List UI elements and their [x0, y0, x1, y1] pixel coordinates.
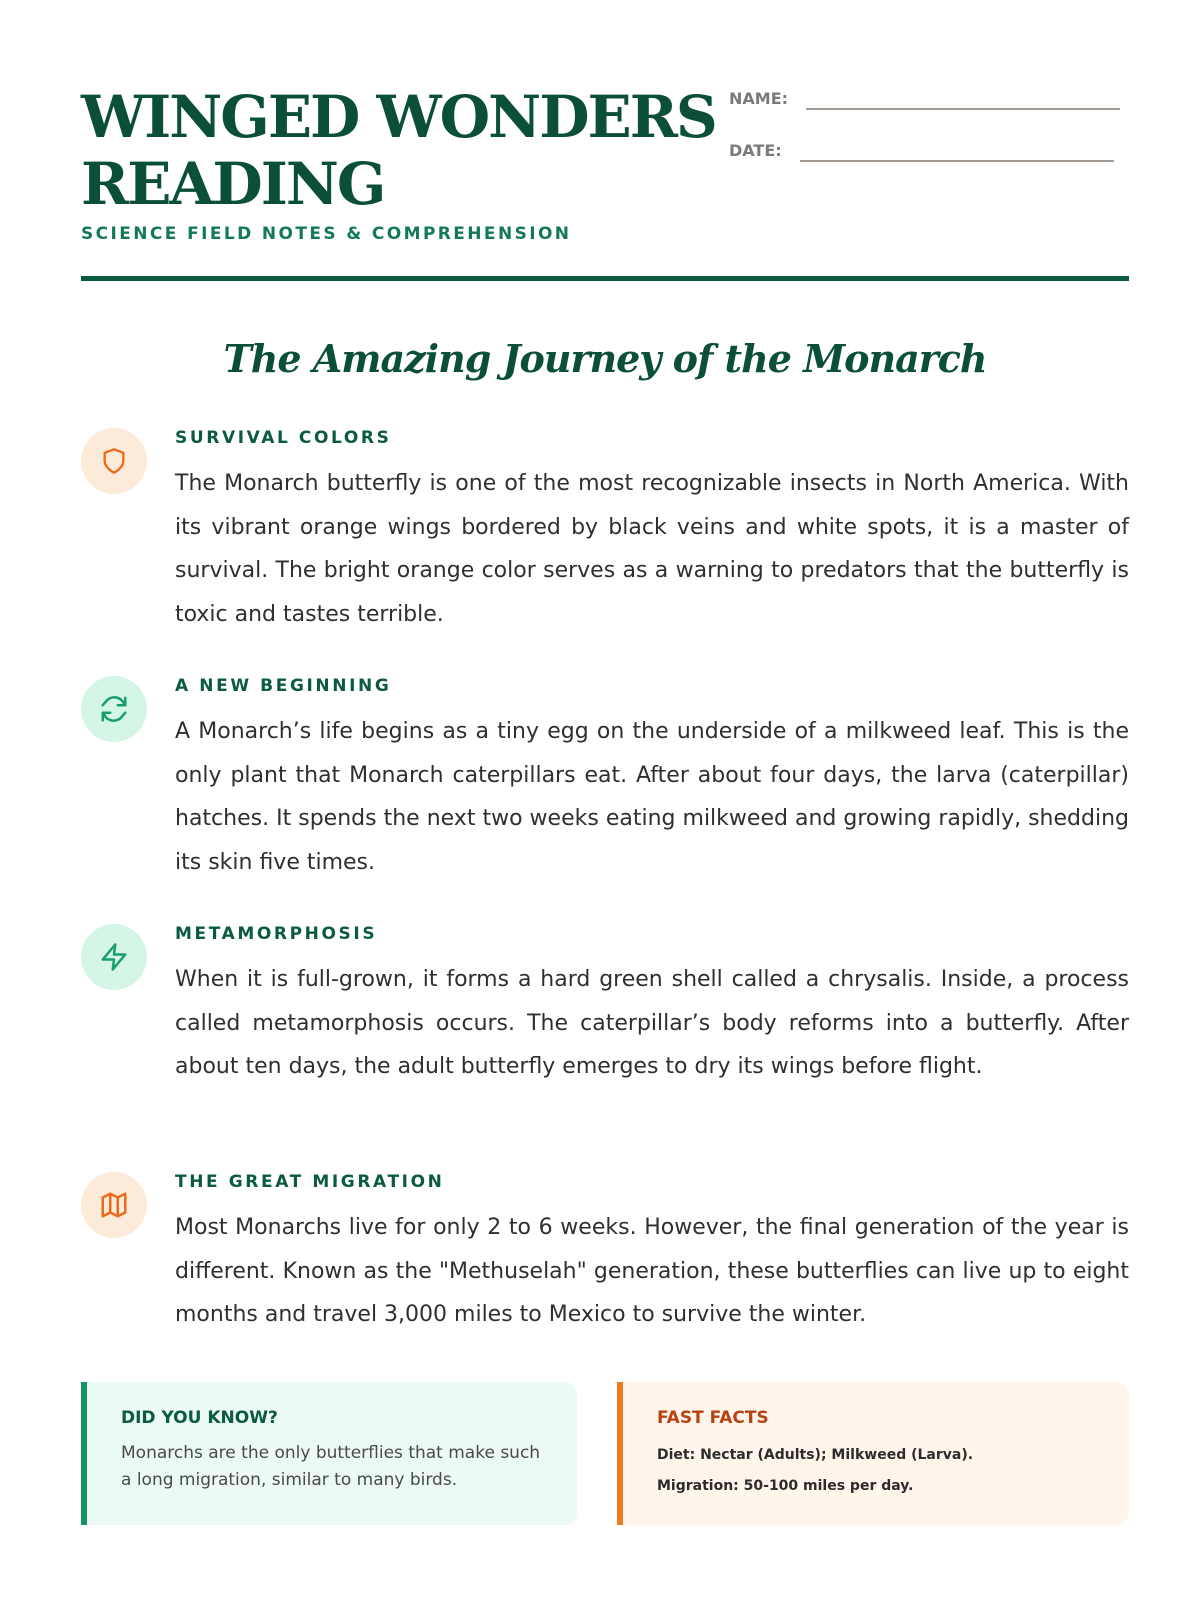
worksheet-title	[81, 84, 721, 218]
date-write-line[interactable]	[800, 160, 1114, 162]
fast-fact-diet: Diet: Nectar (Adults); Milkweed (Larva).	[657, 1447, 974, 1463]
did-you-know-heading: DID YOU KNOW?	[121, 1408, 278, 1428]
section-heading: A NEW BEGINNING	[175, 676, 392, 696]
header-divider	[81, 276, 1129, 281]
title-line-1: WINGED WONDERS	[81, 83, 716, 151]
lightning-icon	[81, 924, 147, 990]
refresh-icon	[81, 676, 147, 742]
name-label: NAME:	[729, 89, 789, 108]
section-heading: THE GREAT MIGRATION	[175, 1172, 445, 1192]
section-heading: METAMORPHOSIS	[175, 924, 378, 944]
section-body: Most Monarchs live for only 2 to 6 weeks. However, the final generation of the year is different. Known as the "Methuselah" generation, these butterflies can live up to eight months and travel 3,000 miles to Mexico to survive the winter.	[175, 1215, 1129, 1327]
section-heading: SURVIVAL COLORS	[175, 428, 392, 448]
section-body: The Monarch butterfly is one of the most recognizable insects in North America. With its vibrant orange wings bordered by black veins and white spots, it is a master of survival. The bright orange color serves as a warning to predators that the butterfly is toxic and tastes terrible.	[175, 471, 1129, 627]
did-you-know-box	[81, 1382, 577, 1525]
fast-facts-box	[617, 1382, 1129, 1525]
shield-icon	[81, 428, 147, 494]
date-label: DATE:	[729, 141, 782, 160]
worksheet-page	[81, 0, 1129, 1600]
section-body: A Monarch’s life begins as a tiny egg on the underside of a milkweed leaf. This is the only plant that Monarch caterpillars eat. After about four days, the larva (caterpillar) hatches. It spends the next two weeks eating milkweed and growing rapidly, shedding its skin five times.	[175, 719, 1129, 875]
fast-fact-migration: Migration: 50-100 miles per day.	[657, 1478, 914, 1494]
title-line-2: READING	[81, 150, 385, 218]
map-icon	[81, 1172, 147, 1238]
section-body: When it is full-grown, it forms a hard green shell called a chrysalis. Inside, a process called metamorphosis occurs. The caterpillar’s body reforms into a butterfly. After about ten days, the adult butterfly emerges to dry its wings before flight.	[175, 967, 1129, 1079]
worksheet-subtitle: SCIENCE FIELD NOTES & COMPREHENSION	[81, 224, 572, 244]
name-write-line[interactable]	[806, 108, 1120, 110]
fast-facts-heading: FAST FACTS	[657, 1408, 769, 1428]
story-title: The Amazing Journey of the Monarch	[223, 336, 987, 381]
did-you-know-text: Monarchs are the only butterflies that make such a long migration, similar to many birds.	[121, 1443, 541, 1490]
name-field	[729, 89, 788, 108]
date-field	[729, 141, 782, 160]
